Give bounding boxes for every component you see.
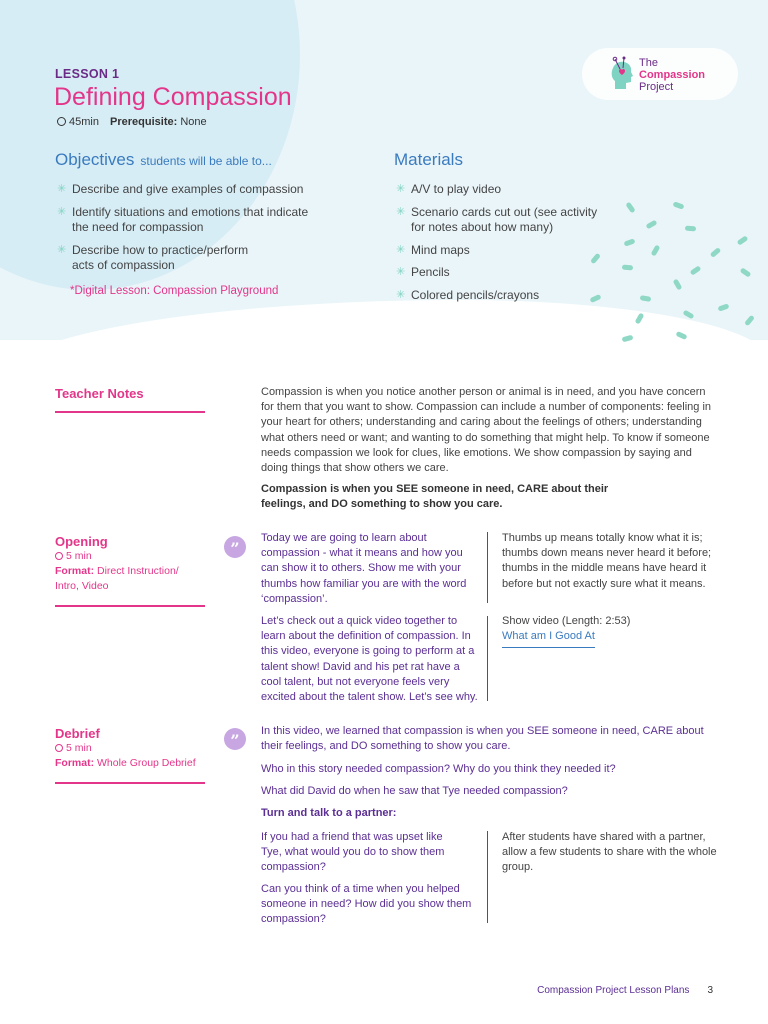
page-footer: [537, 985, 713, 996]
asterisk-icon: ✳: [396, 243, 406, 256]
asterisk-icon: ✳: [57, 243, 67, 256]
opening-script-1: Today we are going to learn about compassion - what it means and how you can show it to others. Show me with your thumbs how familiar you are with the word ‘compassion’.: [261, 532, 467, 605]
materials-heading: Materials: [394, 150, 463, 169]
column-divider: [487, 532, 488, 603]
lesson-duration: 45min: [69, 116, 99, 128]
opening-format: Direct Instruction/ Intro, Video: [55, 565, 179, 592]
clock-icon: [57, 117, 66, 126]
asterisk-icon: ✳: [57, 205, 67, 218]
asterisk-icon: ✳: [396, 266, 406, 278]
asterisk-icon: ✳: [57, 183, 67, 195]
opening-note-1: Thumbs up means totally know what it is; thumbs down means never heard it before; thumbs in the middle means have heard it before but not exactly sure what it means.: [502, 532, 712, 590]
asterisk-icon: ✳: [396, 183, 406, 195]
teacher-notes-key-point: Compassion is when you SEE someone in need, CARE about their feelings, and DO something to show you care.: [261, 483, 609, 511]
opening-script-2: Let’s check out a quick video together to learn about the definition of compassion. In this video, everyone is going to perform at a talent show! David and his pet rat have a cool talent, but not everyone feels very excited about the talent show. Let’s see why.: [261, 615, 478, 704]
section-divider: [55, 411, 205, 413]
quote-icon: ”: [224, 536, 246, 558]
clock-icon: [55, 744, 63, 752]
objectives-list: [55, 182, 345, 281]
footer-label: Compassion Project Lesson Plans: [537, 985, 690, 996]
asterisk-icon: ✳: [396, 288, 406, 301]
materials-list: [394, 182, 614, 310]
debrief-question-2: What did David do when he saw that Tye needed compassion?: [261, 785, 568, 797]
list-item: ✳ Scenario cards cut out (see activity for notes about how many): [396, 204, 598, 234]
prerequisite-label: Prerequisite:: [110, 116, 178, 128]
clock-icon: [55, 552, 63, 560]
debrief-script: In this video, we learned that compassion is when you SEE someone in need, CARE about their feelings, and DO something to show you care.: [261, 725, 704, 753]
objectives-title: Objectives: [55, 150, 135, 169]
lesson-number: LESSON 1: [55, 67, 120, 81]
column-divider: [487, 616, 488, 701]
objectives-heading: [55, 150, 272, 170]
head-heart-icon: [610, 56, 634, 90]
opening-title: Opening: [55, 534, 108, 549]
debrief-question-4: Can you think of a time when you helped someone in need? How did you show them compassion?: [261, 883, 472, 926]
digital-lesson-note: *Digital Lesson: Compassion Playground: [70, 285, 279, 297]
logo-line-3: Project: [639, 81, 674, 93]
teacher-notes-title: Teacher Notes: [55, 386, 144, 401]
logo-text: [639, 57, 705, 93]
list-item: ✳ Pencils: [396, 265, 450, 279]
debrief-question-1: Who in this story needed compassion? Why do you think they needed it?: [261, 763, 616, 775]
list-item: ✳ A/V to play video: [396, 182, 502, 196]
debrief-format: Whole Group Debrief: [97, 757, 196, 769]
section-divider: [55, 782, 205, 784]
debrief-duration: 5 min: [66, 742, 92, 754]
debrief-question-3: If you had a friend that was upset like Tye, what would you do to show them compassion?: [261, 831, 445, 874]
list-item: ✳ Describe and give examples of compassion: [57, 182, 304, 196]
format-label: Format:: [55, 565, 95, 577]
opening-note-2: [502, 614, 712, 648]
debrief-title: Debrief: [55, 726, 100, 741]
list-item: ✳ Identify situations and emotions that indicate the need for compassion: [57, 204, 309, 234]
list-item: ✳ Describe how to practice/perform acts of compassion: [57, 242, 249, 272]
asterisk-icon: ✳: [396, 205, 406, 218]
turn-and-talk-label: Turn and talk to a partner:: [261, 807, 397, 819]
header-curve: [0, 300, 768, 340]
prerequisite-value: None: [180, 116, 207, 128]
quote-icon: ”: [224, 728, 246, 750]
video-link[interactable]: What am I Good At: [502, 629, 595, 648]
format-label: Format:: [55, 757, 95, 769]
list-item: ✳ Colored pencils/crayons: [396, 287, 540, 302]
logo-line-2: Compassion: [639, 69, 706, 81]
opening-duration: 5 min: [66, 550, 92, 562]
teacher-notes-body: Compassion is when you notice another person or animal is in need, and you have concern for them that you want to show. Compassion can include a number of components: feeling in your heart for others; understanding and caring about the feelings of others; understanding what others need or want; and wanting to do something that might help. To know if someone needs compassion we look for clues, like emotions. We show compassion by saying and doing things that show others we care.: [261, 386, 712, 475]
list-item: ✳ Mind maps: [396, 242, 470, 257]
debrief-meta: [55, 741, 205, 771]
video-length-note: Show video (Length: 2:53): [502, 615, 631, 627]
debrief-note: After students have shared with a partner, allow a few students to share with the whole group.: [502, 831, 717, 874]
compassion-project-logo: [582, 48, 738, 100]
page-title: Defining Compassion: [54, 83, 292, 111]
lesson-meta: [57, 116, 207, 128]
logo-line-1: The: [639, 57, 658, 69]
page-number: 3: [707, 985, 713, 996]
objectives-subheading: students will be able to...: [140, 154, 272, 168]
section-divider: [55, 605, 205, 607]
column-divider: [487, 831, 488, 923]
opening-meta: [55, 549, 205, 594]
